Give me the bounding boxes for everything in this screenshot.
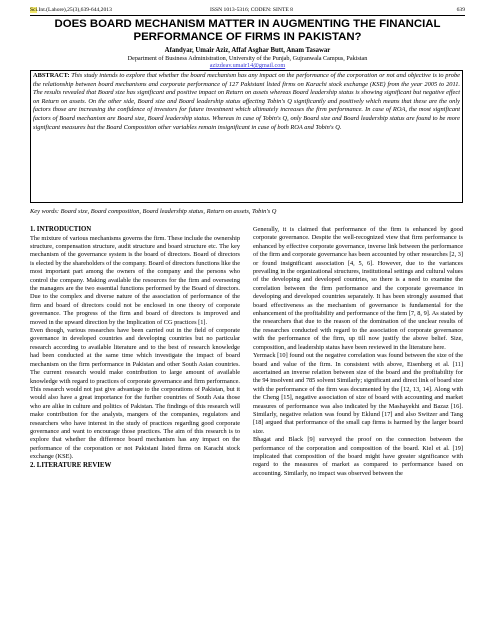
email-link[interactable]: azizdeav.umair14@gmail.com (209, 62, 286, 69)
journal-citation (30, 5, 112, 15)
header-rule (30, 15, 465, 16)
abstract-label: ABSTRACT: (33, 72, 70, 79)
literature-paragraph-1: Generally, it is claimed that performance of the firm is enhanced by good corporate governance. Despite the well-recognized view that firm performance is enhanced by effective corporate governance, inverse link between the performance of the firm and corporate governance has been accounted by other researches [2, 3] or found insignificant association [4, 5, 6]. However, due to the variances prevailing in the organizational structures, institutional settings and cultural values of the developing and developed countries, so there is a need to examine the correlation between the firm performance and the corporate governance in developing and developed countries separately. It has been strongly assumed that board effectiveness as the mechanism of governance is fundamental for the enhancement of the profitability and performance of the firm [7, 8, 9]. As stated by the researchers that due to the reason of the domination of the unclear results of the researches conducted with regard to the association of corporate governance with the performance of the firm, up till now justify the above belief. Size, composition, and leadership status have been reviewed in the literature here. (253, 226, 463, 351)
issn-coden: ISSN 1013-5316; CODEN: SINTE 8 (210, 7, 293, 13)
running-head (30, 5, 465, 15)
right-column (253, 226, 463, 634)
literature-paragraph-3: Bhagat and Black [9] surveyed the proof on the connection between the performance of the corporation and composition of the board. Kiel et al. [19] implicated that composition of the board might have greater significance with regard to the measures of market as compared to performance based on accounting. Similarly, no impact was observed between the (253, 436, 463, 477)
affiliation: Department of Business Administration, University of the Punjab, Gujranwala Campus, Pakistan (127, 55, 368, 62)
journal-highlight: Sci (30, 7, 38, 13)
abstract-box (30, 70, 463, 203)
literature-paragraph-2: Yermack [10] found out the negative correlation was found between the size of the board and value of the firm. In consistent with above, Eisenberg et al. [11] ascertained an inverse relation between size of the board and the profitability for the 94 insolvent and 785 solvent Similarly; significant and direct link of board size with the performance of the firm was documented by the [12, 13, 14]. Along with the Cheng [15], negative association of size of board with accounting and market measures of performance was also indicated by the Mashayekhi and Bazaz [16]. Similarly, negative relation was found by Eklund [17] and also Switzer and Tang [18] argued that performance of the small cap firms is harmed by the larger board size. (253, 352, 463, 435)
keywords: Key words: Board size, Board composition, Board leadership status, Return on assets, Tobin's Q (30, 208, 277, 215)
introduction-heading: 1. INTRODUCTION (30, 226, 92, 233)
introduction-paragraph-2: Even though, various researches have been carried out in the field of corporate governance in developed countries and developing countries but no particular research according to available literature and to the best of research knowledge had been conducted at the same time which investigate the impact of board mechanism on the firm performance in Pakistan and other South Asian countries. The current research would make contribution to large amount of available knowledge with regard to practices of corporate governance and firm performance. This research would not just give advantage to the corporations of Pakistan, but it would also have a great importance for the further countries of South Asia those who are alike in culture and politics of Pakistan. The findings of this research will make contribution for the analysts, mangers of the companies, regulators and researchers who have interest in the study of practices regarding good corporate governance and want to encourage those practices. The aim of this research is to explore that whether the difference board mechanism has any impact on the performance of the corporation or not Pakistani listed firms on Karachi stock exchange (KSE). (30, 327, 240, 461)
paper-title: DOES BOARD MECHANISM MATTER IN AUGMENTING THE FINANCIAL PERFORMANCE OF FIRMS IN PAKISTAN? (54, 18, 441, 43)
literature-review-heading: 2. LITERATURE REVIEW (30, 461, 112, 469)
left-column (30, 226, 240, 634)
author-list: Afandyar, Umair Aziz, Affaf Asghar Butt, Anam Tasawar (164, 47, 331, 54)
journal-citation-rest: .Int.(Lahore),25(3),639-644,2013 (37, 7, 112, 13)
page-number: 639 (456, 7, 465, 13)
introduction-paragraph-1: The mixture of various mechanisms governs the firm. These include the ownership structure, compensation structure, audit structure and board structure etc. The key mechanism of the governance system is the board of directors. Board of directors is elected by the shareholders of the company. Board of directors functions like the most important part among the owners of the company and the persons who control the company. Making available the resources for the firm and overseeing the managers are the two essential functions performed by the Board of directors. Due to the complex and diverse nature of the association of performance of the firm and board of directors could not be enclosed in one theory of corporate governance. The progress of the firm and board of directors is improved and moved in the upward direction by the Implication of CG practices [1]. (30, 234, 240, 326)
abstract-text: This study intends to explore that whether the board mechanism has any impact on the performance of the corporation or not and objective is to probe the relationship between board mechanisms and corporate performance of 127 Pakistani listed firms on Karachi stock exchange (KSE) from the year 2005 to 2011. The results revealed that Board size has significant and positive impact on Return on assets whereas Board leadership status is showing significant but negative effect on Return on assets. On the other side, Board size and Board leadership status affecting Tobin's Q significantly and positively which means that these are the only factors those are increasing the confidence of investors for future investment which ultimately increases the firm performance. In case of ROA, the most significant factors of Board mechanism are Board size, Board leadership status. Whereas in case of Tobin's Q, only Board size and Board leadership status are found to be more significant measures but the Board Composition other variables remain insignificant in case of both ROA and Tobin's Q. (33, 72, 460, 131)
